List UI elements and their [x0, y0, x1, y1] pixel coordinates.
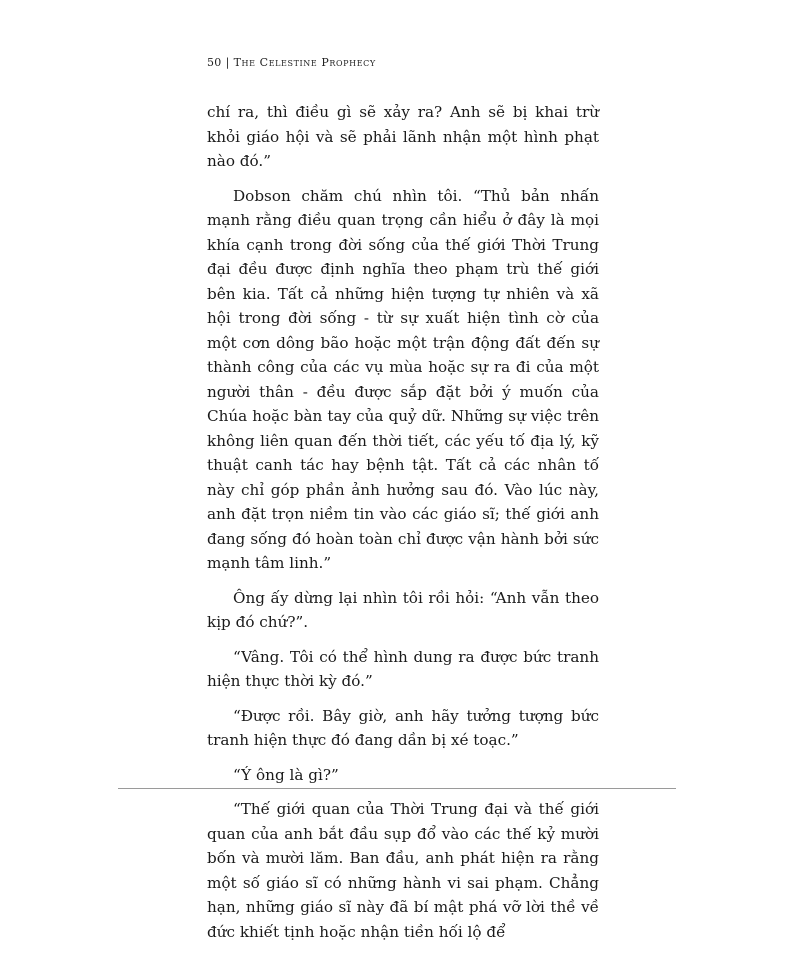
running-header: [207, 56, 376, 69]
header-separator: |: [225, 56, 230, 69]
paragraph-narrator-reply: “Vâng. Tôi có thể hình dung ra được bức tranh hiện thực thời kỳ đó.”: [207, 647, 599, 690]
page-bottom-edge: [118, 788, 676, 789]
paragraph-narrator-question: “Ý ông là gì?”: [233, 765, 339, 784]
paragraph-dobson-asks: Ông ấy dừng lại nhìn tôi rồi hỏi: “Anh vẫn theo kịp đó chứ?”.: [207, 588, 599, 631]
paragraph-dobson-imagine: “Được rồi. Bây giờ, anh hãy tưởng tượng bức tranh hiện thực đó đang dần bị xé toạc.”: [207, 706, 599, 749]
body-text: [207, 100, 599, 954]
book-title: The Celestine Prophecy: [233, 56, 376, 69]
paragraph-dobson-explains: Dobson chăm chú nhìn tôi. “Thủ bản nhấn mạnh rằng điều quan trọng cần hiểu ở đây là mọi khía cạnh trong đời sống của thế giới Thời Trung đại đều được định nghĩa theo phạm trù thế giới bên kia. Tất cả những hiện tượng tự nhiên và xã hội trong đời sống - từ sự xuất hiện tình cờ của một cơn dông bão hoặc một trận động đất đến sự thành công của các vụ mùa hoặc sự ra đi của một người thân - đều được sắp đặt bởi ý muốn của Chúa hoặc bàn tay của quỷ dữ. Những sự việc trên không liên quan đến thời tiết, các yếu tố địa lý, kỹ thuật canh tác hay bệnh tật. Tất cả các nhân tố này chỉ góp phần ảnh hưởng sau đó. Vào lúc này, anh đặt trọn niềm tin vào các giáo sĩ; thế giới anh đang sống đó hoàn toàn chỉ được vận hành bởi sức mạnh tâm linh.”: [207, 186, 599, 572]
paragraph-continuation: chí ra, thì điều gì sẽ xảy ra? Anh sẽ bị khai trừ khỏi giáo hội và sẽ phải lãnh nhận một hình phạt nào đó.”: [207, 103, 599, 170]
paragraph-worldview-collapse: “Thế giới quan của Thời Trung đại và thế giới quan của anh bắt đầu sụp đổ vào các thế kỷ mười bốn và mười lăm. Ban đầu, anh phát hiện ra rằng một số giáo sĩ có những hành vi sai phạm. Chẳng hạn, những giáo sĩ này đã bí mật phá vỡ lời thề về đức khiết tịnh hoặc nhận tiền hối lộ để: [207, 800, 599, 941]
page-number: 50: [207, 56, 222, 69]
